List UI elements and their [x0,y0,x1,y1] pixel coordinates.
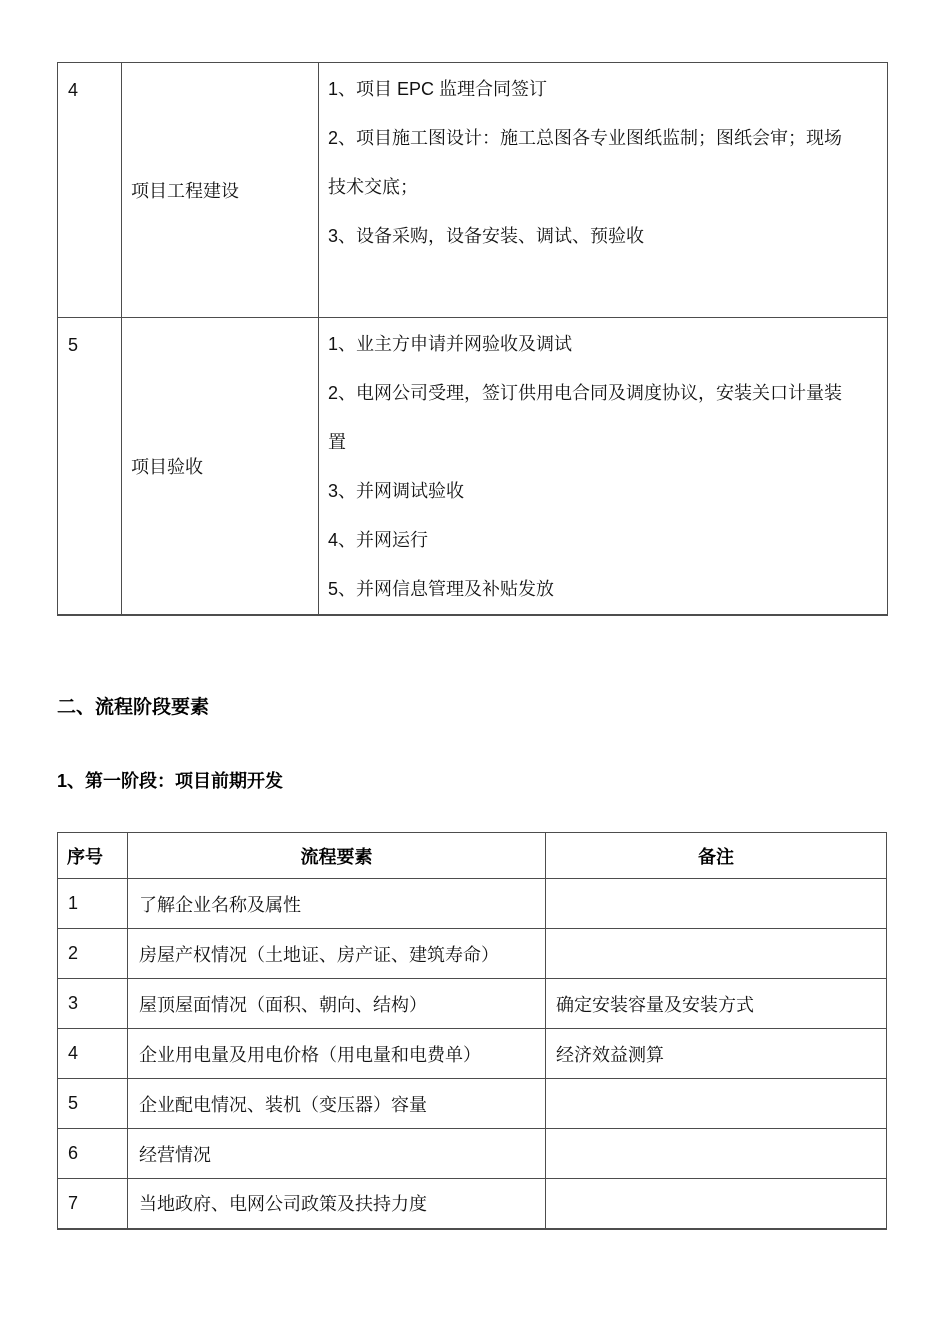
stage-4-items-cell [319,63,888,318]
section-heading: 二、流程阶段要素 [57,697,210,718]
row-number: 7 [58,1179,128,1229]
stage-5-item: 1、业主方申请并网验收及调试 [328,334,573,354]
stage-4-item: 2、项目施工图设计：施工总图各专业图纸监制；图纸会审；现场技术交底； [328,128,843,197]
stage-4-number: 4 [58,63,122,318]
row-number: 6 [58,1129,128,1179]
row-element: 经营情况 [128,1129,546,1179]
table-row [58,1129,887,1179]
table-row [58,879,887,929]
row-element: 屋顶屋面情况（面积、朝向、结构） [128,979,546,1029]
row-note: 确定安装容量及安装方式 [546,979,887,1029]
row-element: 房屋产权情况（土地证、房产证、建筑寿命） [128,929,546,979]
table-row [58,979,887,1029]
stage-5-item: 5、并网信息管理及补贴发放 [328,579,555,599]
project-stage-table [57,62,888,616]
row-element: 了解企业名称及属性 [128,879,546,929]
document-page [57,0,887,1230]
stage-4-item: 3、设备采购，设备安装、调试、预验收 [328,226,645,246]
row-note [546,1129,887,1179]
header-serial-number: 序号 [58,833,128,879]
stage-5-item: 4、并网运行 [328,530,429,550]
stage-4-name: 项目工程建设 [122,63,319,318]
row-note [546,879,887,929]
row-element: 企业配电情况、装机（变压器）容量 [128,1079,546,1129]
row-number: 3 [58,979,128,1029]
table-row [58,929,887,979]
table-row-stage-5 [58,318,888,616]
header-remark: 备注 [546,833,887,879]
table-row [58,1079,887,1129]
row-note [546,1079,887,1129]
row-note: 经济效益测算 [546,1029,887,1079]
subsection-heading: 1、第一阶段：项目前期开发 [57,771,284,791]
row-note [546,1179,887,1229]
row-number: 4 [58,1029,128,1079]
stage-5-name: 项目验收 [122,318,319,616]
stage-5-item: 3、并网调试验收 [328,481,465,501]
stage-5-items-cell [319,318,888,616]
stage-4-item: 1、项目 EPC 监理合同签订 [328,79,548,99]
process-elements-table [57,832,887,1230]
header-process-element: 流程要素 [128,833,546,879]
row-element: 当地政府、电网公司政策及扶持力度 [128,1179,546,1229]
row-element: 企业用电量及用电价格（用电量和电费单） [128,1029,546,1079]
table-row [58,1029,887,1079]
row-number: 1 [58,879,128,929]
table-row-stage-4 [58,63,888,318]
row-note [546,929,887,979]
row-number: 2 [58,929,128,979]
stage-5-item: 2、电网公司受理，签订供用电合同及调度协议，安装关口计量装置 [328,383,843,452]
stage-5-number: 5 [58,318,122,616]
row-number: 5 [58,1079,128,1129]
table-header-row [58,833,887,879]
table-row [58,1179,887,1229]
